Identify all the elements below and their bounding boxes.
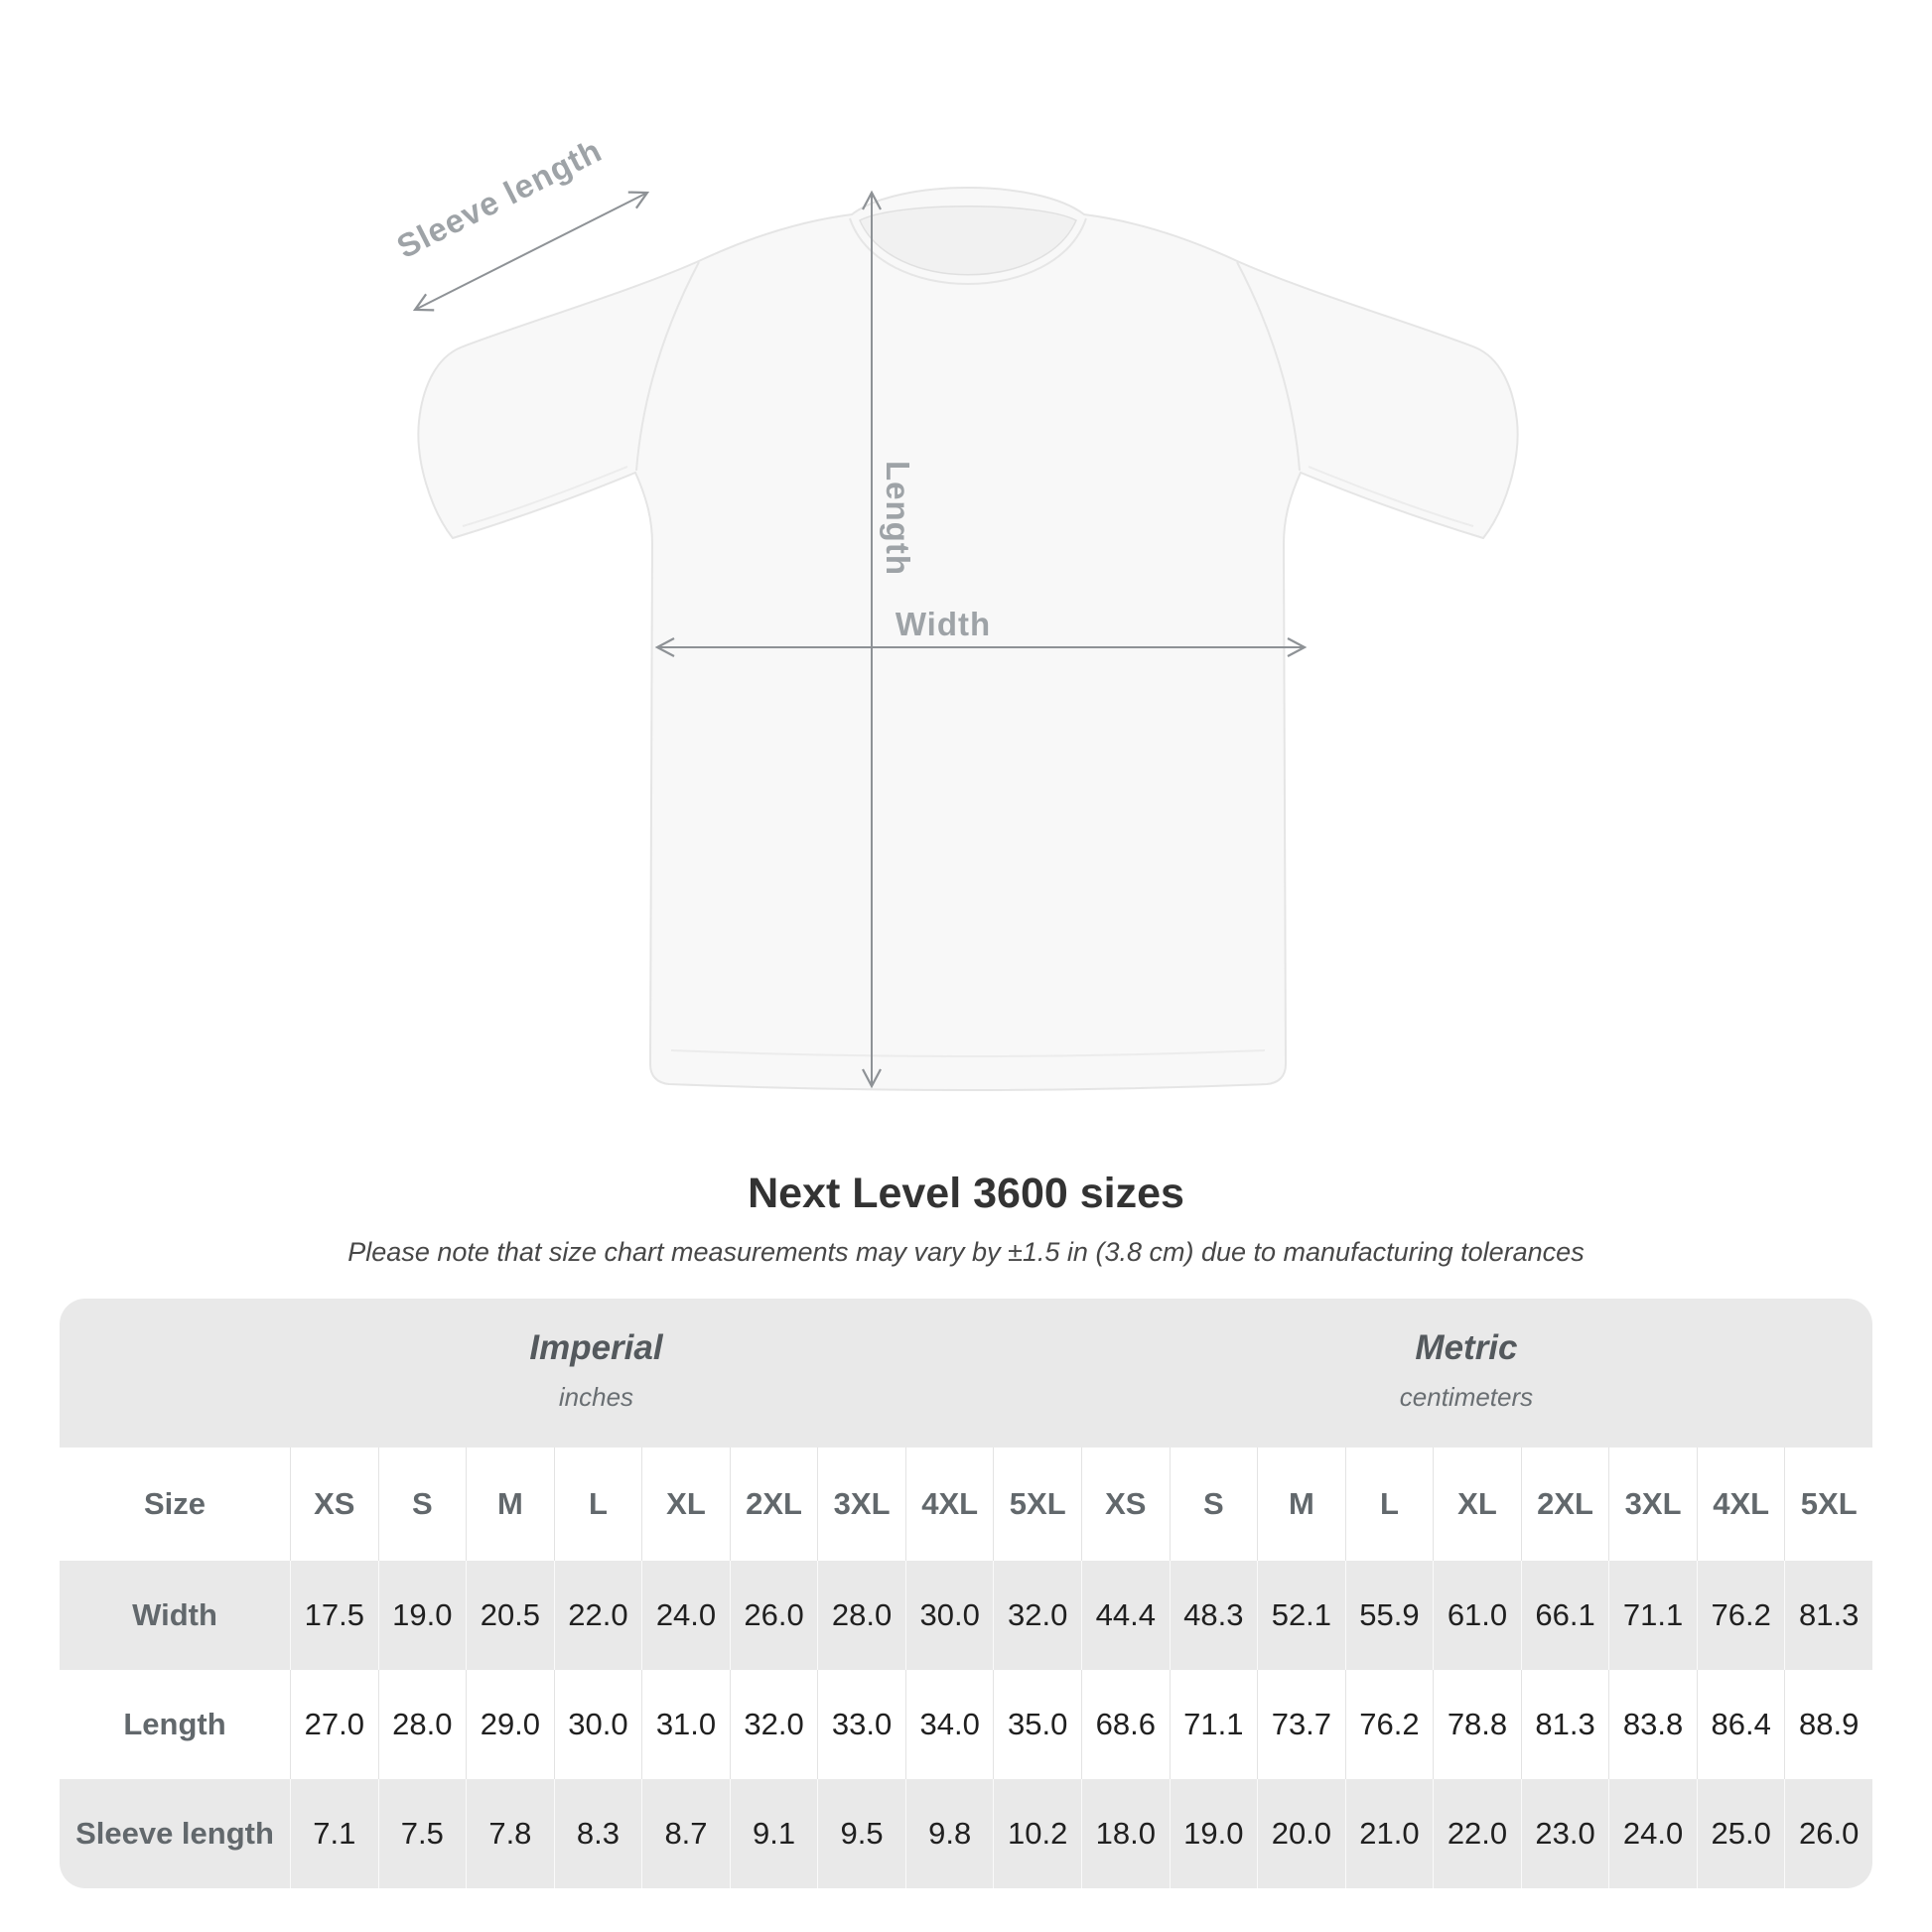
measurement-value: 81.3 (1784, 1561, 1872, 1670)
measurement-value: 22.0 (554, 1561, 642, 1670)
size-column-header: 3XL (817, 1448, 905, 1561)
measurement-value: 44.4 (1081, 1561, 1170, 1670)
measurement-value: 9.8 (905, 1779, 994, 1888)
table-row (60, 1561, 1872, 1670)
measurement-value: 7.5 (378, 1779, 467, 1888)
size-column-header: M (466, 1448, 554, 1561)
measurement-value: 9.1 (730, 1779, 818, 1888)
unit-header-band (60, 1299, 1872, 1448)
measurement-value: 76.2 (1345, 1670, 1434, 1779)
sleeve-length-label: Sleeve length (390, 131, 608, 266)
measurement-value: 55.9 (1345, 1561, 1434, 1670)
measurement-value: 7.1 (290, 1779, 378, 1888)
measurement-value: 19.0 (378, 1561, 467, 1670)
row-label: Length (123, 1707, 226, 1741)
measurement-value: 20.0 (1257, 1779, 1345, 1888)
size-column-header: XL (1433, 1448, 1521, 1561)
table-row (60, 1779, 1872, 1888)
size-table (60, 1299, 1872, 1888)
measurement-value: 32.0 (730, 1670, 818, 1779)
measurement-value: 61.0 (1433, 1561, 1521, 1670)
measurement-value: 81.3 (1521, 1670, 1609, 1779)
measurement-value: 24.0 (641, 1561, 730, 1670)
measurement-value: 26.0 (730, 1561, 818, 1670)
measurement-value: 71.1 (1170, 1670, 1258, 1779)
measurement-value: 29.0 (466, 1670, 554, 1779)
table-header-row (60, 1448, 1872, 1561)
measurement-value: 52.1 (1257, 1561, 1345, 1670)
measurement-value: 30.0 (905, 1561, 994, 1670)
table-row (60, 1670, 1872, 1779)
size-column-header: XS (290, 1448, 378, 1561)
measurement-value: 24.0 (1608, 1779, 1697, 1888)
measurement-value: 68.6 (1081, 1670, 1170, 1779)
measurement-value: 28.0 (817, 1561, 905, 1670)
measurement-value: 21.0 (1345, 1779, 1434, 1888)
size-table-grid (60, 1448, 1872, 1888)
measurement-value: 33.0 (817, 1670, 905, 1779)
size-column-header: 2XL (730, 1448, 818, 1561)
measurement-value: 86.4 (1697, 1670, 1785, 1779)
width-label: Width (895, 606, 992, 642)
size-column-header: S (1170, 1448, 1258, 1561)
measurement-value: 10.2 (993, 1779, 1081, 1888)
size-column-header: L (554, 1448, 642, 1561)
size-column-header: S (378, 1448, 467, 1561)
measurement-value: 73.7 (1257, 1670, 1345, 1779)
measurement-value: 22.0 (1433, 1779, 1521, 1888)
measurement-value: 32.0 (993, 1561, 1081, 1670)
size-column-header: L (1345, 1448, 1434, 1561)
page-title: Next Level 3600 sizes (748, 1170, 1184, 1217)
measurement-value: 23.0 (1521, 1779, 1609, 1888)
measurement-value: 48.3 (1170, 1561, 1258, 1670)
measurement-value: 8.7 (641, 1779, 730, 1888)
measurement-value: 76.2 (1697, 1561, 1785, 1670)
metric-unit: centimeters (1399, 1382, 1534, 1412)
imperial-label: Imperial (529, 1328, 663, 1367)
size-column-header: 2XL (1521, 1448, 1609, 1561)
measurement-value: 66.1 (1521, 1561, 1609, 1670)
row-label: Width (132, 1597, 217, 1632)
tolerance-note: Please note that size chart measurements may vary by ±1.5 in (3.8 cm) due to manufacturing tolerances (347, 1237, 1585, 1267)
length-label: Length (880, 461, 916, 576)
size-column-header: XS (1081, 1448, 1170, 1561)
measurement-value: 30.0 (554, 1670, 642, 1779)
measurement-value: 31.0 (641, 1670, 730, 1779)
metric-label: Metric (1415, 1328, 1518, 1367)
measurement-value: 83.8 (1608, 1670, 1697, 1779)
measurement-value: 8.3 (554, 1779, 642, 1888)
measurement-value: 27.0 (290, 1670, 378, 1779)
measurement-value: 88.9 (1784, 1670, 1872, 1779)
measurement-value: 34.0 (905, 1670, 994, 1779)
measurement-value: 78.8 (1433, 1670, 1521, 1779)
metric-group-header (1400, 1328, 1533, 1413)
measurement-value: 71.1 (1608, 1561, 1697, 1670)
measurement-value: 26.0 (1784, 1779, 1872, 1888)
measurement-value: 18.0 (1081, 1779, 1170, 1888)
size-column-header: 5XL (1784, 1448, 1872, 1561)
measurement-value: 9.5 (817, 1779, 905, 1888)
size-column-header: 4XL (1697, 1448, 1785, 1561)
size-column-header: XL (641, 1448, 730, 1561)
measurement-value: 25.0 (1697, 1779, 1785, 1888)
measurement-value: 28.0 (378, 1670, 467, 1779)
imperial-unit: inches (558, 1382, 634, 1412)
imperial-group-header (529, 1328, 662, 1413)
measurement-value: 20.5 (466, 1561, 554, 1670)
measurement-value: 7.8 (466, 1779, 554, 1888)
row-label: Sleeve length (75, 1816, 274, 1851)
size-column-header: 4XL (905, 1448, 994, 1561)
size-column-header: 3XL (1608, 1448, 1697, 1561)
measurement-value: 35.0 (993, 1670, 1081, 1779)
size-corner-header: Size (143, 1486, 207, 1521)
measurement-value: 17.5 (290, 1561, 378, 1670)
size-column-header: 5XL (993, 1448, 1081, 1561)
size-column-header: M (1257, 1448, 1345, 1561)
measurement-value: 19.0 (1170, 1779, 1258, 1888)
